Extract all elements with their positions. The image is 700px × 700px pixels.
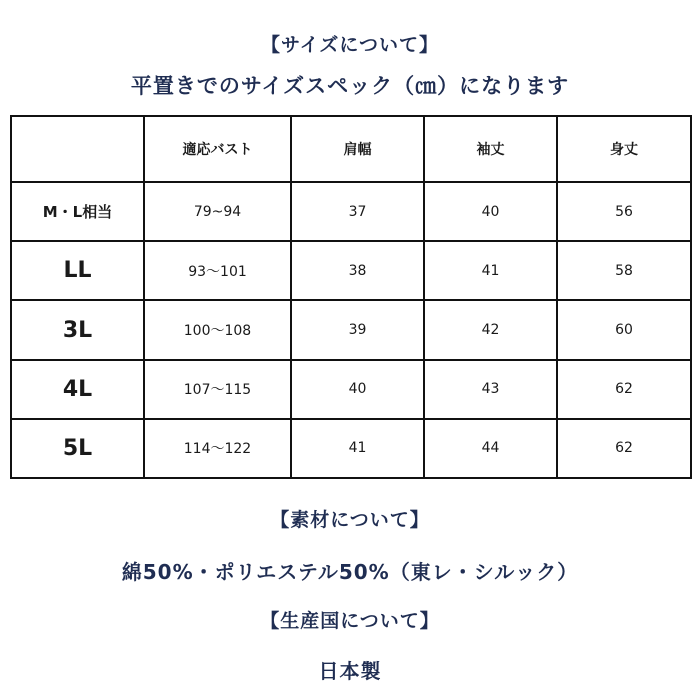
size-section-heading: 【サイズについて】 [260, 34, 440, 56]
size-label: 3L [11, 300, 144, 359]
length-value: 62 [557, 360, 691, 419]
sleeve-value: 40 [424, 182, 557, 241]
bust-value: 100〜108 [144, 300, 291, 359]
shoulder-value: 37 [291, 182, 424, 241]
bust-value: 93〜101 [144, 241, 291, 300]
sleeve-value: 43 [424, 360, 557, 419]
table-row [11, 182, 691, 241]
size-label: 4L [11, 360, 144, 419]
table-row [11, 300, 691, 359]
table-header-row [11, 116, 691, 182]
header-cell-shoulder: 肩幅 [291, 116, 424, 182]
header-cell-empty [11, 116, 144, 182]
shoulder-value: 38 [291, 241, 424, 300]
sleeve-value: 42 [424, 300, 557, 359]
sleeve-value: 44 [424, 419, 557, 478]
header-cell-sleeve: 袖丈 [424, 116, 557, 182]
table-row [11, 241, 691, 300]
origin-section-heading: 【生産国について】 [260, 610, 440, 632]
shoulder-value: 41 [291, 419, 424, 478]
material-composition-text: 綿50%・ポリエステル50%（東レ・シルック） [121, 560, 579, 584]
table-row [11, 360, 691, 419]
length-value: 60 [557, 300, 691, 359]
bust-value: 107〜115 [144, 360, 291, 419]
length-value: 58 [557, 241, 691, 300]
material-section-heading: 【素材について】 [270, 509, 430, 531]
length-value: 62 [557, 419, 691, 478]
shoulder-value: 40 [291, 360, 424, 419]
size-label: M・L相当 [11, 182, 144, 241]
origin-country-text: 日本製 [318, 659, 382, 683]
size-spec-table [10, 115, 692, 479]
table-row [11, 419, 691, 478]
length-value: 56 [557, 182, 691, 241]
bust-value: 114〜122 [144, 419, 291, 478]
bust-value: 79~94 [144, 182, 291, 241]
shoulder-value: 39 [291, 300, 424, 359]
sleeve-value: 41 [424, 241, 557, 300]
header-cell-bust: 適応バスト [144, 116, 291, 182]
header-cell-length: 身丈 [557, 116, 691, 182]
size-label: LL [11, 241, 144, 300]
size-section-subheading: 平置きでのサイズスペック（㎝）になります [130, 74, 570, 98]
size-label: 5L [11, 419, 144, 478]
